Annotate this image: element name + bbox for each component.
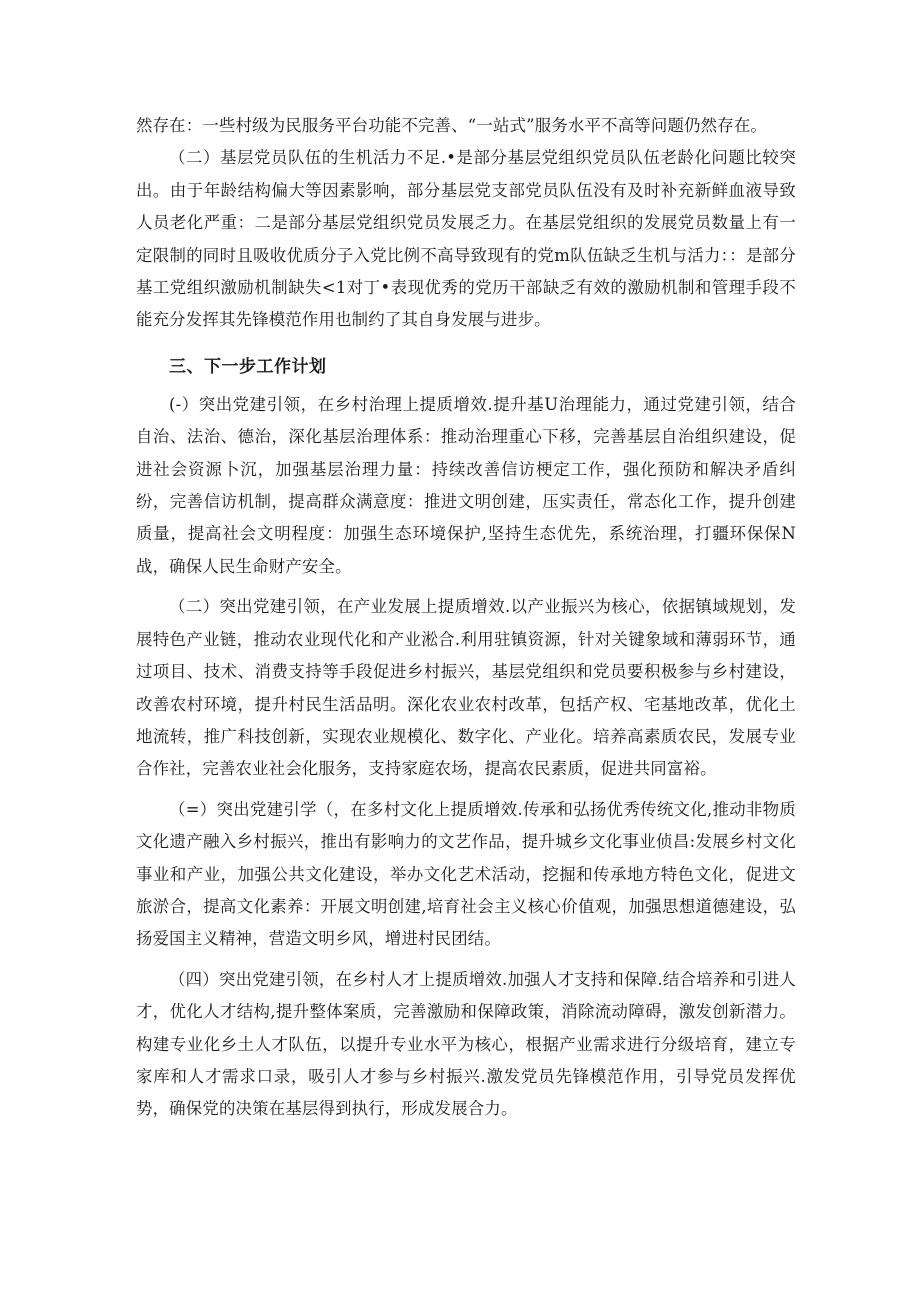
paragraph-plan-governance: (-）突出党建引领，在乡村治理上提质增效.提升基U治理能力，通过党建引领，结合自治、法治、德治，深化基层治理体系：推动治理重心下移，完善基层自治组织建设，促进社会资源卜沉，加强基层治理力量：持续改善信访梗定工作，强化预防和解决矛盾纠纷，完善信访机制，提高群众满意度：推进文明创建，压实责任，常态化工作，提升创建质量，提高社会文明程度：加强生态环境保护,坚持生态优先，系统治理，打疆环保保N战，确保人民生命财产安全。 [136, 394, 796, 576]
paragraph-plan-industry: （二）突出党建引领，在产业发展上提质增效.以产业振兴为核心，依据镇域规划，发展特色产业链，推动农业现代化和产业淞合.利用驻镇资源，针对关键象域和薄弱环节，通过项目、技术、消费支持等手段促进乡村振兴，基层党组织和党员要积极参与乡村建设，改善农村环境，提升村民生活品明。深化农业农村改革，包括产权、宅基地改革，优化土地流转，推广科技创新，实现农业规模化、数字化、产业化。培养高素质农民，发展专业合作社，完善农业社会化服务，支持家庭农场，提高农民素质，促进共同富裕。 [136, 597, 796, 779]
paragraph-plan-culture: （=）突出党建引学（，在多村文化上提质增效.传承和弘扬优秀传统文化,推动非物质文化遗产融入乡村振兴，推出有影响力的文艺作品，提升城乡文化事业侦昌:发展乡村文化事业和产业，加强公共文化建设，举办文化艺术活动，挖掘和传承地方特色文化，促进文旅淤合，提高文化素养：开展文明创建,培育社会主义核心价值观，加强思想道德建设，弘扬爱国主义精神，营造文明乡风，增进村民团结。 [136, 799, 796, 949]
document-body [136, 110, 796, 1126]
paragraph-continuation: 然存在：一些村级为民服务平台功能不完善、“一站式”服务水平不高等问题仍然存在。 [136, 116, 768, 135]
paragraph-party-vitality: （二）基层党员队伍的生机活力不足.•是部分基层党组织党员队伍老龄化问题比较突出。由于年龄结构偏大等因素影响，部分基层党支部党员队伍没有及时补充新鲜血液导致人员老化严重：二是部分基层党组织党员发展乏力。在基层党组织的发展党员数量上有一定限制的同时且吸收优质分子入党比例不高导致现有的党m队伍缺乏生机与活力：：是部分基工党组织激励机制缺失<1对丁•表现优秀的党历干部缺乏有效的激励机制和管理手段不能充分发挥其先锋模范作用也制约了其自身发展与进步。 [136, 148, 796, 330]
paragraph-plan-talent: （四）突出党建引领，在乡村人才上提质增效.加强人才支持和保障.结合培养和引进人才，优化人才结构,提升整体案质，完善激励和保障政策，消除流动障碍，激发创新潜力。构建专业化乡土人才队伍，以提升专业水平为核心，根据产业需求进行分级培育，建立专家库和人才需求口录，吸引人才参与乡村振兴.激发党员先锋模范作用，引导党员发挥优势，确保党的决策在基层得到执行，形成发展合力。 [136, 969, 796, 1119]
section-heading: 三、下一步工作计划 [169, 356, 327, 377]
